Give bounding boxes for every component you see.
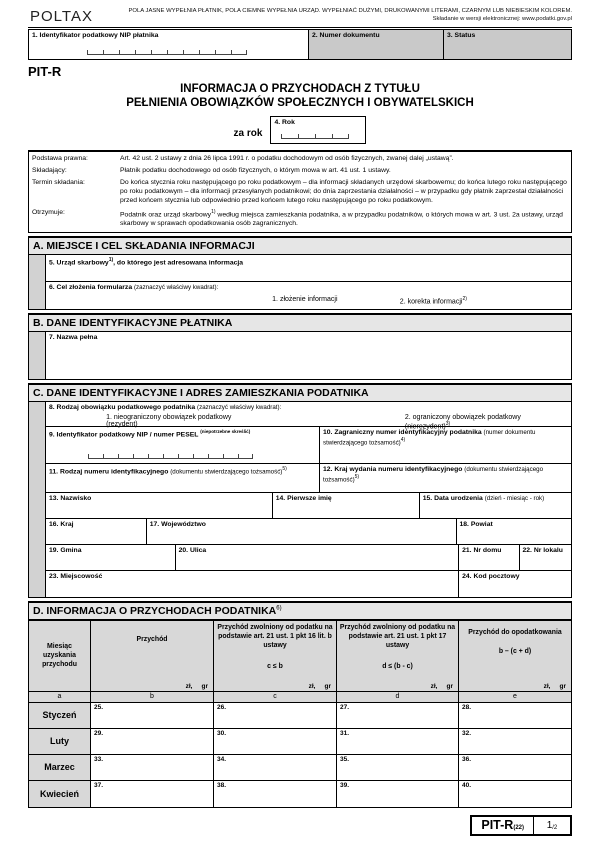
letter-e: e xyxy=(459,692,571,702)
section-c-title: C. DANE IDENTYFIKACYJNE I ADRES ZAMIESZKANIA PODATNIKA xyxy=(29,385,571,402)
header-fields-row xyxy=(28,30,572,60)
legal-row-podstawa xyxy=(32,155,567,164)
field-5-row xyxy=(46,255,571,282)
section-d xyxy=(28,601,572,808)
form-code-box xyxy=(470,815,572,836)
zl-label: zł, xyxy=(185,682,193,690)
pesel-entry-comb[interactable] xyxy=(88,453,253,459)
field-20-label: 20. Ulica xyxy=(178,546,207,554)
legal-row-otrzymuje xyxy=(32,209,567,229)
termin-label: Termin składania: xyxy=(32,178,85,186)
field-5-urzad-skarbowy[interactable] xyxy=(46,255,571,281)
field-35[interactable]: 35. xyxy=(337,755,459,780)
field-19-gmina[interactable] xyxy=(46,545,175,570)
form-symbol: PIT-R xyxy=(28,64,62,79)
field-8-label: 8. Rodzaj obowiązku podatkowego podatnika xyxy=(49,403,198,411)
column-d-header xyxy=(337,621,459,691)
field-17-wojewodztwo[interactable] xyxy=(146,519,456,544)
column-c-header xyxy=(214,621,337,691)
form-version: (22) xyxy=(513,824,524,831)
section-b-title: B. DANE IDENTYFIKACYJNE PŁATNIKA xyxy=(29,315,571,332)
field-21-nr-domu[interactable] xyxy=(458,545,518,570)
section-d-title-text: D. INFORMACJA O PRZYCHODACH PODATNIKA xyxy=(33,604,277,617)
section-c-margin-strip xyxy=(29,402,46,597)
field-24-kod-pocztowy[interactable] xyxy=(458,571,571,597)
month-label: Luty xyxy=(29,729,91,754)
top-header xyxy=(28,8,572,25)
field-27[interactable]: 27. xyxy=(337,703,459,728)
field-21-label: 21. Nr domu xyxy=(462,546,502,554)
column-a-header xyxy=(29,621,91,691)
letter-a: a xyxy=(29,692,91,702)
column-c-currency xyxy=(216,683,334,690)
column-e-header xyxy=(459,621,571,691)
form-title-line1: INFORMACJA O PRZYCHODACH Z TYTUŁU xyxy=(180,83,420,95)
field-7-nazwa-pelna[interactable] xyxy=(46,332,571,379)
column-a-header-text: Miesiąc uzyskania przychodu xyxy=(42,643,77,669)
column-d-formula: d ≤ (b - c) xyxy=(382,663,413,671)
field-23-miejscowosc[interactable] xyxy=(46,571,458,597)
section-a-margin-strip xyxy=(29,255,46,309)
field-18-label: 18. Powiat xyxy=(459,520,493,528)
field-18-powiat[interactable] xyxy=(456,519,572,544)
section-d-footnote-ref: 6) xyxy=(276,605,282,612)
gr-label: gr xyxy=(446,682,453,690)
income-table-header-row xyxy=(29,621,571,692)
poltax-logo: POLTAX xyxy=(30,8,93,25)
section-b-body xyxy=(29,332,571,379)
table-row-kwiecien xyxy=(29,781,571,807)
nip-entry-comb[interactable] xyxy=(87,49,247,55)
field-6-note: (zaznaczyć właściwy kwadrat): xyxy=(133,283,219,291)
column-d-header-text: Przychód zwolniony od podatku na podstawie art. 21 ust. 1 pkt 17 ustawy xyxy=(339,623,456,649)
zl-label: zł, xyxy=(543,682,551,690)
field-39[interactable]: 39. xyxy=(337,781,459,807)
option-korekta-footnote-ref: 2) xyxy=(462,296,467,303)
field-10-footnote-ref: 4) xyxy=(400,437,406,444)
section-a-body xyxy=(29,255,571,309)
field-36[interactable]: 36. xyxy=(459,755,571,780)
field-16-label: 16. Kraj xyxy=(49,520,74,528)
letter-c: c xyxy=(214,692,337,702)
option-nierezydent-label: 2. ograniczony obowiązek podatkowy (nierezydent) xyxy=(404,414,521,431)
skladajacy-label: Składający: xyxy=(32,166,67,174)
gr-label: gr xyxy=(559,682,566,690)
form-code xyxy=(472,817,534,834)
letter-b: b xyxy=(91,692,214,702)
field-23-label: 23. Miejscowość xyxy=(49,572,103,580)
column-e-formula: b – (c + d) xyxy=(498,647,532,655)
field-10-label-line xyxy=(323,429,568,448)
field-6-row xyxy=(46,282,571,309)
field-10-label: 10. Zagraniczny numer identyfikacyjny podatnika xyxy=(323,428,484,436)
field-15-note: (dzień - miesiąc - rok) xyxy=(484,494,545,502)
otrzymuje-label: Otrzymuje: xyxy=(32,208,65,216)
year-row xyxy=(28,116,572,144)
za-rok-label: za rok xyxy=(233,128,263,140)
field-1-label: 1. Identyfikator podatkowy NIP płatnika xyxy=(32,32,159,39)
table-row-luty xyxy=(29,729,571,755)
field-9-nip-pesel[interactable] xyxy=(46,427,319,463)
field-1-nip-platnika[interactable] xyxy=(29,30,308,59)
field-16-kraj[interactable] xyxy=(46,519,146,544)
fields-19-22-row xyxy=(46,545,571,571)
page-number xyxy=(534,817,570,834)
section-b xyxy=(28,313,572,380)
column-c-header-text: Przychód zwolniony od podatku na podstawie art. 21 ust. 1 pkt 16 lit. b ustawy xyxy=(217,623,333,649)
page-number-current: 1 xyxy=(546,819,553,831)
field-8-label-line xyxy=(49,404,568,412)
field-9-label-line xyxy=(49,429,316,440)
option-zlozenie-informacji[interactable]: 1. złożenie informacji xyxy=(272,296,338,304)
legal-basis-box xyxy=(28,150,572,233)
section-b-fields xyxy=(46,332,571,379)
fields-9-10-row xyxy=(46,427,571,464)
month-label: Kwiecień xyxy=(29,781,91,807)
field-6-label-line xyxy=(49,284,568,292)
field-20-ulica[interactable] xyxy=(175,545,459,570)
field-11-footnote-ref: 5) xyxy=(282,465,287,472)
column-d-currency xyxy=(339,683,456,690)
column-letters-row xyxy=(29,692,571,703)
column-b-header xyxy=(91,621,214,691)
column-c-formula: c ≤ b xyxy=(267,663,283,671)
section-a-fields xyxy=(46,255,571,309)
fill-instructions-line2: Składanie w wersji elektronicznej: www.podatki.gov.pl xyxy=(432,15,572,22)
field-8-note: (zaznaczyć właściwy kwadrat): xyxy=(197,403,282,411)
table-row-styczen xyxy=(29,703,571,729)
gr-label: gr xyxy=(201,682,208,690)
section-a-title: A. MIEJSCE I CEL SKŁADANIA INFORMACJI xyxy=(29,238,571,255)
field-15-label: 15. Data urodzenia xyxy=(422,494,485,502)
option-korekta-informacji[interactable] xyxy=(400,296,467,305)
income-table xyxy=(29,620,571,807)
month-label: Styczeń xyxy=(29,703,91,728)
legal-row-skladajacy xyxy=(32,167,567,176)
page-number-total: /2 xyxy=(552,824,558,831)
field-24-label: 24. Kod pocztowy xyxy=(462,572,520,580)
field-9-label: 9. Identyfikator podatkowy NIP / numer PESEL xyxy=(49,431,201,439)
field-31[interactable]: 31. xyxy=(337,729,459,754)
month-label: Marzec xyxy=(29,755,91,780)
field-28[interactable]: 28. xyxy=(459,703,571,728)
fill-instructions-line1: POLA JASNE WYPEŁNIA PŁATNIK, POLA CIEMNE WYPEŁNIA URZĄD. WYPEŁNIAĆ DUŻYMI, DRUKOWANYMI LITERAMI, CZARNYM LUB NIEBIESKIM KOLOREM. xyxy=(128,8,572,14)
field-12-note: (dokumentu stwierdzającego tożsamość) xyxy=(323,465,544,484)
fields-23-24-row xyxy=(46,571,571,597)
field-3-status xyxy=(443,30,571,59)
table-row-marzec xyxy=(29,755,571,781)
field-25[interactable]: 25. xyxy=(91,703,214,728)
field-7-row xyxy=(46,332,571,379)
fields-16-18-row xyxy=(46,519,571,545)
fill-instructions xyxy=(128,8,572,24)
option-nierezydent-footnote-ref: 3) xyxy=(445,421,451,428)
field-30[interactable]: 30. xyxy=(214,729,337,754)
field-9-note: (niepotrzebne skreślić) xyxy=(200,428,251,434)
field-29[interactable]: 29. xyxy=(91,729,214,754)
field-34[interactable]: 34. xyxy=(214,755,337,780)
field-4-label: 4. Rok xyxy=(274,118,295,126)
otrzymuje-text-pre: Podatnik oraz urząd skarbowy xyxy=(120,210,212,218)
field-26[interactable]: 26. xyxy=(214,703,337,728)
section-b-margin-strip xyxy=(29,332,46,379)
field-12-label: 12. Kraj wydania numeru identyfikacyjnego xyxy=(323,465,465,473)
column-e-header-text: Przychód do opodatkowania xyxy=(468,628,562,636)
zl-label: zł, xyxy=(430,682,438,690)
option-korekta-label: 2. korekta informacji xyxy=(399,298,463,306)
field-14-pierwsze-imie[interactable] xyxy=(272,493,419,518)
field-5-footnote-ref: 1) xyxy=(108,256,114,263)
field-22-label: 22. Nr lokalu xyxy=(522,546,563,554)
section-c-body xyxy=(29,402,571,597)
otrzymuje-text xyxy=(120,209,567,229)
option-rezydent[interactable]: 1. nieograniczony obowiązek podatkowy (rezydent) xyxy=(106,414,232,429)
fields-13-15-row xyxy=(46,493,571,519)
field-38[interactable]: 38. xyxy=(214,781,337,807)
section-d-title xyxy=(29,603,571,620)
field-6-options xyxy=(49,296,568,305)
field-11-note: (dokumentu stwierdzającego tożsamość) xyxy=(170,468,283,476)
podstawa-text: Art. 42 ust. 2 ustawy z dnia 26 lipca 1991 r. o podatku dochodowym od osób fizycznych, zwanej dalej „ustawą”. xyxy=(120,154,454,162)
field-2-label: 2. Numer dokumentu xyxy=(312,32,380,39)
zl-label: zł, xyxy=(308,682,316,690)
section-c xyxy=(28,383,572,598)
section-c-fields xyxy=(46,402,571,597)
page-footer xyxy=(28,815,572,836)
field-7-label: 7. Nazwa pełna xyxy=(49,333,98,341)
skladajacy-text: Płatnik podatku dochodowego od osób fizycznych, o którym mowa w art. 41 ust. 1 ustawy. xyxy=(120,166,391,174)
field-6-cel-zlozenia xyxy=(46,282,571,309)
legal-row-termin xyxy=(32,179,567,206)
field-13-label: 13. Nazwisko xyxy=(49,494,92,502)
field-37[interactable]: 37. xyxy=(91,781,214,807)
letter-d: d xyxy=(337,692,459,702)
field-5-label xyxy=(49,257,568,268)
field-12-kraj-wydania[interactable] xyxy=(319,464,571,492)
field-32[interactable]: 32. xyxy=(459,729,571,754)
podstawa-label: Podstawa prawna: xyxy=(32,154,88,162)
field-4-rok[interactable] xyxy=(270,116,366,144)
field-22-nr-lokalu[interactable] xyxy=(519,545,572,570)
column-b-currency xyxy=(93,683,211,690)
column-e-currency xyxy=(461,683,569,690)
section-a xyxy=(28,236,572,310)
field-40[interactable]: 40. xyxy=(459,781,571,807)
fields-11-12-row xyxy=(46,464,571,493)
field-19-label: 19. Gmina xyxy=(49,546,82,554)
field-10-note: (numer dokumentu stwierdzającego tożsamość) xyxy=(323,428,536,447)
field-5-label-pre: 5. Urząd skarbowy xyxy=(49,259,109,267)
field-12-footnote-ref: 5) xyxy=(354,474,360,481)
termin-text: Do końca stycznia roku następującego po roku podatkowym – dla informacji składanych urzędowi skarbowemu; do końca lutego roku następującego po roku podatkowym – dla informacji przesyłanych podatnikowi; do dnia zaprzestania działalności – w przypadku gdy płatnik zaprzestał działalności przed końcem stycznia lub odpowiednio przed końcem lutego roku następującego po roku podatkowym. xyxy=(120,178,567,204)
field-11-label: 11. Rodzaj numeru identyfikacyjnego xyxy=(49,468,171,476)
field-5-label-post: , do którego jest adresowana informacja xyxy=(113,259,244,267)
column-b-header-text: Przychód xyxy=(136,635,168,643)
otrzymuje-footnote-ref: 1) xyxy=(211,208,216,215)
field-13-nazwisko[interactable] xyxy=(46,493,272,518)
year-entry-comb[interactable] xyxy=(281,133,349,139)
form-title xyxy=(28,82,572,111)
gr-label: gr xyxy=(324,682,331,690)
field-2-numer-dokumentu xyxy=(308,30,443,59)
field-3-label: 3. Status xyxy=(447,32,476,39)
field-12-label-line xyxy=(323,466,568,485)
field-10-zagraniczny-numer[interactable] xyxy=(319,427,571,463)
field-14-label: 14. Pierwsze imię xyxy=(275,494,332,502)
field-33[interactable]: 33. xyxy=(91,755,214,780)
field-6-label: 6. Cel złożenia formularza xyxy=(49,283,134,291)
otrzymuje-text-post: według miejsca zamieszkania podatnika, a w przypadku podatników, o których mowa w art. 3 ust. 2a ustawy, urząd skarbowy w sprawach opodatkowania osób zagranicznych. xyxy=(120,210,563,227)
field-17-label: 17. Województwo xyxy=(149,520,206,528)
field-11-rodzaj-numeru[interactable] xyxy=(46,464,319,492)
field-11-label-line xyxy=(49,466,316,477)
form-code-text: PIT-R xyxy=(481,818,514,833)
form-title-line2: PEŁNIENIA OBOWIĄZKÓW SPOŁECZNYCH I OBYWATELSKICH xyxy=(126,97,474,110)
field-15-data-urodzenia[interactable] xyxy=(419,493,571,518)
field-15-label-line xyxy=(423,495,568,503)
